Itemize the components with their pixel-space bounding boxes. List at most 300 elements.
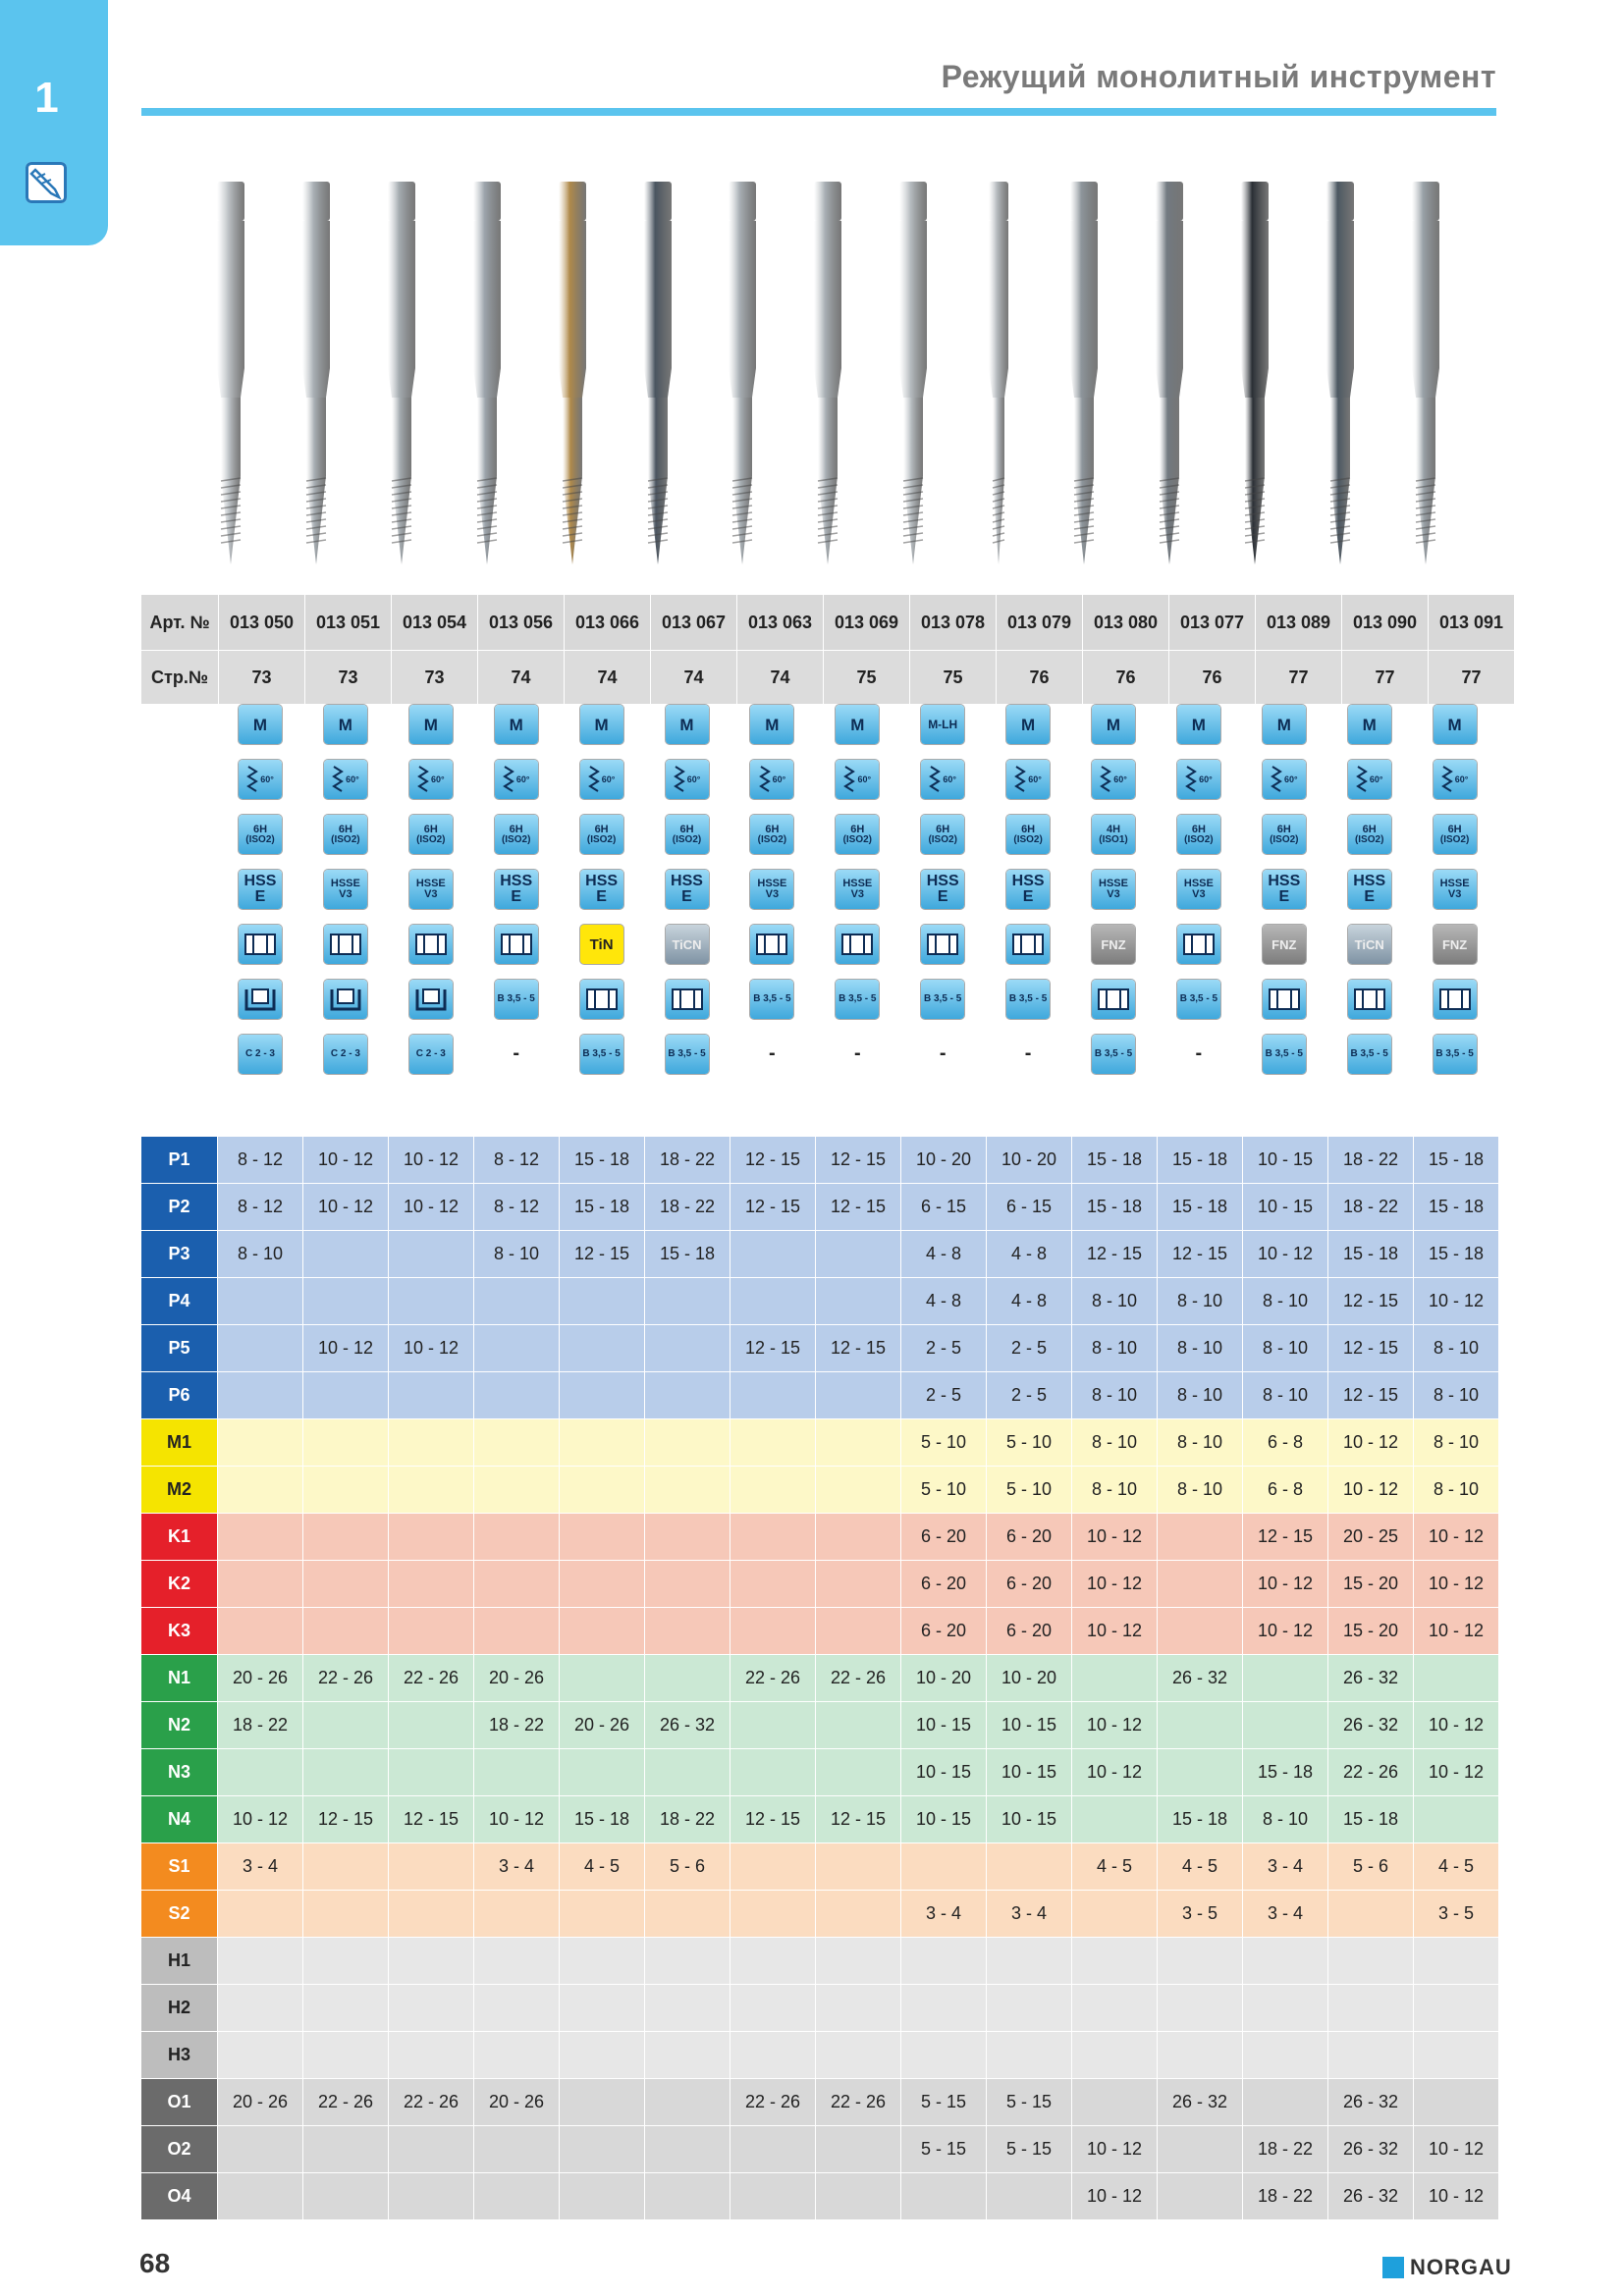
material-code: N4: [141, 1796, 218, 1843]
material-badge: [921, 870, 964, 909]
cutting-speed-cell: 10 - 12: [1414, 1561, 1499, 1608]
tolerance-badge: [1263, 815, 1306, 854]
cutting-speed-cell: 15 - 18: [560, 1796, 645, 1843]
cutting-speed-cell: 6 - 20: [901, 1514, 987, 1561]
material-row-o4: [141, 2173, 1499, 2220]
thread-angle: 60°: [686, 774, 701, 784]
tool-material: HSSE: [1183, 878, 1214, 889]
through-hole-icon: [1268, 987, 1301, 1012]
thread-badge: [666, 705, 709, 744]
cutting-speed-cell: 4 - 5: [1072, 1843, 1158, 1891]
cutting-speed-cell: 6 - 20: [987, 1608, 1072, 1655]
coating-badge: [1092, 925, 1135, 964]
through-hole-icon: [585, 987, 619, 1012]
article-label: Арт. №: [141, 595, 219, 651]
cutting-speed-cell: 10 - 12: [1072, 1608, 1158, 1655]
uncoated-icon: [926, 932, 959, 957]
cutting-speed-cell: [389, 1561, 474, 1608]
cutting-speed-cell: 6 - 15: [901, 1184, 987, 1231]
hole-form-badge: [1177, 980, 1220, 1019]
cutting-speed-cell: [1243, 1655, 1328, 1702]
cutting-speed-cell: [645, 1561, 730, 1608]
material-row-k2: [141, 1561, 1499, 1608]
tool-material: HSS: [500, 873, 533, 889]
chamfer-none: -: [769, 1042, 776, 1064]
tool-material-grade: E: [1022, 888, 1034, 905]
coating-type: TiCN: [672, 936, 702, 952]
cutting-speed-cell: 10 - 12: [1072, 1561, 1158, 1608]
cutting-speed-cell: [474, 1325, 560, 1372]
cutting-speed-cell: [1072, 1655, 1158, 1702]
cutting-speed-cell: 12 - 15: [1328, 1278, 1414, 1325]
cutting-speed-cell: 10 - 20: [987, 1137, 1072, 1184]
cutting-speed-cell: 12 - 15: [816, 1184, 901, 1231]
chamfer-form: B 3,5 - 5: [1179, 993, 1218, 1004]
cutting-speed-cell: 5 - 15: [987, 2079, 1072, 2126]
thread-angle: 60°: [1283, 774, 1298, 784]
tool-material-grade: E: [596, 888, 607, 905]
page-label: Стр.№: [141, 651, 219, 705]
coating-badge: [409, 925, 453, 964]
material-badge: [1092, 870, 1135, 909]
thread-angle: 60°: [1454, 774, 1469, 784]
coating-badge: [836, 925, 879, 964]
cutting-speed-cell: [730, 1419, 816, 1467]
chamfer-form: B 3,5 - 5: [753, 993, 791, 1004]
chamfer-badge: [1348, 1035, 1391, 1074]
material-code: H3: [141, 2032, 218, 2079]
cutting-speed-cell: [560, 1419, 645, 1467]
cutting-speed-cell: [1414, 2032, 1499, 2079]
thread-type: M: [850, 715, 865, 734]
catalog-page: 74: [565, 651, 651, 705]
cutting-speed-cell: 26 - 32: [1158, 1655, 1243, 1702]
tap-image: [445, 172, 529, 574]
cutting-speed-cell: [816, 1231, 901, 1278]
thread-type: M: [1276, 715, 1291, 734]
chamfer-form: B 3,5 - 5: [1350, 1048, 1388, 1059]
cutting-speed-cell: 18 - 22: [645, 1137, 730, 1184]
cutting-speed-cell: [645, 1938, 730, 1985]
hole-form-badge: [1006, 980, 1050, 1019]
thread-badge: [409, 705, 453, 744]
cutting-speed-cell: [645, 1985, 730, 2032]
cutting-speed-cell: 8 - 10: [1414, 1372, 1499, 1419]
cutting-speed-cell: [987, 1843, 1072, 1891]
angle-badge: [666, 760, 709, 799]
tool-material-grade: V3: [424, 888, 438, 900]
cutting-speed-cell: 5 - 6: [645, 1843, 730, 1891]
thread-type: M: [1021, 715, 1036, 734]
thread-type: M: [423, 715, 438, 734]
coating-badge: [324, 925, 367, 964]
thread-angle: 60°: [601, 774, 616, 784]
cutting-speed-cell: 8 - 10: [1158, 1419, 1243, 1467]
cutting-speed-cell: [218, 1608, 303, 1655]
cutting-speed-cell: 8 - 10: [1158, 1325, 1243, 1372]
cutting-speed-cell: [730, 1891, 816, 1938]
thread-badge: [1177, 705, 1220, 744]
cutting-speed-cell: [560, 1891, 645, 1938]
cutting-speed-cell: [218, 1985, 303, 2032]
cutting-speed-cell: 15 - 18: [1158, 1137, 1243, 1184]
cutting-speed-cell: 10 - 12: [389, 1184, 474, 1231]
logo-square-icon: [1382, 2257, 1404, 2278]
badge-row-coating: [141, 919, 1496, 974]
uncoated-icon: [329, 932, 362, 957]
cutting-speed-cell: [474, 2126, 560, 2173]
cutting-speed-cell: 3 - 4: [1243, 1843, 1328, 1891]
chamfer-form: B 3,5 - 5: [1094, 1048, 1133, 1059]
hole-form-badge: [921, 980, 964, 1019]
cutting-speed-cell: 18 - 22: [1243, 2173, 1328, 2220]
material-row-n3: [141, 1749, 1499, 1796]
cutting-speed-cell: 8 - 10: [1072, 1325, 1158, 1372]
material-code: P5: [141, 1325, 218, 1372]
spec-badges: [141, 699, 1496, 1084]
cutting-speed-cell: [389, 1467, 474, 1514]
cutting-speed-cell: 10 - 12: [1072, 1702, 1158, 1749]
tolerance-class: 6H: [594, 823, 609, 835]
material-badge: [495, 870, 538, 909]
angle-badge: [580, 760, 623, 799]
thread-angle: 60°: [943, 774, 956, 784]
badge-row-holeform: [141, 974, 1496, 1029]
tool-material: HSSE: [415, 878, 446, 889]
cutting-speed-cell: [901, 1938, 987, 1985]
material-code: P6: [141, 1372, 218, 1419]
article-number: 013 069: [824, 595, 910, 651]
coating-badge: [1434, 925, 1477, 964]
cutting-speed-table: [141, 1137, 1499, 2220]
thread-profile-icon: [1185, 765, 1199, 794]
tool-material: HSSE: [757, 878, 787, 889]
cutting-speed-cell: 15 - 18: [1158, 1796, 1243, 1843]
material-row-n2: [141, 1702, 1499, 1749]
hole-form-badge: [1263, 980, 1306, 1019]
cutting-speed-cell: 2 - 5: [901, 1372, 987, 1419]
cutting-speed-cell: 3 - 5: [1414, 1891, 1499, 1938]
cutting-speed-cell: [645, 1467, 730, 1514]
tolerance-iso: (ISO2): [331, 833, 360, 845]
coating-type: TiCN: [1354, 936, 1384, 952]
cutting-speed-cell: [218, 2173, 303, 2220]
chamfer-badge: [239, 1035, 282, 1074]
cutting-speed-cell: 4 - 5: [560, 1843, 645, 1891]
cutting-speed-cell: [816, 1419, 901, 1467]
cutting-speed-cell: [389, 1372, 474, 1419]
tolerance-iso: (ISO2): [586, 833, 617, 845]
material-badge: [836, 870, 879, 909]
badge-row-chamfer: [141, 1029, 1496, 1084]
tolerance-iso: (ISO2): [1354, 833, 1384, 845]
cutting-speed-cell: 4 - 8: [987, 1231, 1072, 1278]
cutting-speed-cell: 12 - 15: [730, 1325, 816, 1372]
thread-badge: [495, 705, 538, 744]
through-hole-icon: [1438, 987, 1472, 1012]
cutting-speed-cell: 12 - 15: [730, 1796, 816, 1843]
cutting-speed-cell: 10 - 12: [1072, 2126, 1158, 2173]
thread-badge: [580, 705, 623, 744]
cutting-speed-cell: [474, 1608, 560, 1655]
cutting-speed-cell: [816, 1608, 901, 1655]
tool-material: HSSE: [1099, 878, 1128, 889]
through-hole-icon: [1353, 987, 1386, 1012]
cutting-speed-cell: 22 - 26: [816, 2079, 901, 2126]
angle-badge: [495, 760, 538, 799]
thread-profile-icon: [588, 765, 602, 794]
cutting-speed-cell: 3 - 4: [218, 1843, 303, 1891]
material-row-o1: [141, 2079, 1499, 2126]
cutting-speed-cell: [730, 1467, 816, 1514]
material-badge: [1177, 870, 1220, 909]
cutting-speed-cell: [303, 2032, 389, 2079]
article-number: 013 056: [478, 595, 565, 651]
page-row: [141, 651, 1515, 705]
cutting-speed-cell: 10 - 12: [389, 1137, 474, 1184]
cutting-speed-cell: 5 - 15: [901, 2079, 987, 2126]
tool-images: [141, 162, 1496, 574]
material-row-h2: [141, 1985, 1499, 2032]
tap-image: [871, 172, 955, 574]
tolerance-class: 6H: [679, 823, 694, 835]
article-number: 013 054: [392, 595, 478, 651]
through-hole-icon: [1097, 987, 1130, 1012]
cutting-speed-cell: 12 - 15: [1328, 1325, 1414, 1372]
tool-material: HSSE: [842, 878, 873, 889]
tool-material: HSS: [243, 873, 277, 889]
cutting-speed-cell: [730, 1749, 816, 1796]
coating-badge: [495, 925, 538, 964]
cutting-speed-cell: [1328, 1985, 1414, 2032]
cutting-speed-cell: [816, 1278, 901, 1325]
cutting-speed-cell: [816, 1467, 901, 1514]
cutting-speed-cell: 26 - 32: [1158, 2079, 1243, 2126]
material-row-o2: [141, 2126, 1499, 2173]
cutting-speed-cell: [474, 2032, 560, 2079]
cutting-speed-cell: 10 - 20: [901, 1137, 987, 1184]
cutting-speed-cell: 10 - 12: [1414, 2173, 1499, 2220]
angle-badge: [1263, 760, 1306, 799]
cutting-speed-cell: [303, 1985, 389, 2032]
chamfer-form: B 3,5 - 5: [1265, 1048, 1303, 1059]
tap-image: [785, 172, 870, 574]
cutting-speed-cell: 8 - 10: [1072, 1467, 1158, 1514]
chamfer-badge: [580, 1035, 623, 1074]
cutting-speed-cell: [303, 1561, 389, 1608]
cutting-speed-cell: 5 - 10: [901, 1467, 987, 1514]
tolerance-class: 4H: [1106, 823, 1121, 835]
coating-badge: [1006, 925, 1050, 964]
cutting-speed-cell: 10 - 12: [474, 1796, 560, 1843]
tool-material: HSSE: [1439, 878, 1470, 889]
article-number: 013 091: [1429, 595, 1515, 651]
chamfer-none: -: [1024, 1042, 1032, 1064]
cutting-speed-cell: 10 - 12: [1414, 1514, 1499, 1561]
material-code: P3: [141, 1231, 218, 1278]
cutting-speed-cell: [645, 1372, 730, 1419]
angle-badge: [239, 760, 282, 799]
tolerance-badge: [409, 815, 453, 854]
cutting-speed-cell: [816, 2173, 901, 2220]
material-badge: [1263, 870, 1306, 909]
cutting-speed-cell: [474, 1419, 560, 1467]
cutting-speed-cell: 5 - 6: [1328, 1843, 1414, 1891]
material-code: S1: [141, 1843, 218, 1891]
cutting-speed-cell: 8 - 10: [1243, 1278, 1328, 1325]
hole-form-badge: [1434, 980, 1477, 1019]
cutting-speed-cell: 15 - 18: [1072, 1184, 1158, 1231]
cutting-speed-cell: 18 - 22: [474, 1702, 560, 1749]
catalog-page: 74: [737, 651, 824, 705]
material-code: H2: [141, 1985, 218, 2032]
cutting-speed-cell: [1158, 2032, 1243, 2079]
article-number: 013 078: [910, 595, 997, 651]
coating-badge: [1177, 925, 1220, 964]
cutting-speed-cell: [730, 1938, 816, 1985]
uncoated-icon: [840, 932, 874, 957]
cutting-speed-cell: 12 - 15: [816, 1137, 901, 1184]
article-number: 013 077: [1169, 595, 1256, 651]
cutting-speed-cell: 3 - 4: [474, 1843, 560, 1891]
cutting-speed-cell: [730, 2126, 816, 2173]
angle-badge: [1434, 760, 1477, 799]
cutting-speed-cell: [1158, 1985, 1243, 2032]
tool-material: HSSE: [330, 878, 360, 889]
cutting-speed-cell: 18 - 22: [1328, 1184, 1414, 1231]
tolerance-class: 6H: [252, 823, 268, 835]
cutting-speed-cell: [218, 1749, 303, 1796]
blind-hole-icon: [329, 987, 362, 1012]
cutting-speed-cell: 6 - 20: [987, 1514, 1072, 1561]
cutting-speed-cell: [218, 1419, 303, 1467]
thread-badge: [1434, 705, 1477, 744]
tap-image: [189, 172, 273, 574]
cutting-speed-cell: [730, 2173, 816, 2220]
cutting-speed-cell: 12 - 15: [816, 1325, 901, 1372]
cutting-speed-cell: [1158, 2126, 1243, 2173]
cutting-speed-cell: [1414, 1985, 1499, 2032]
cutting-speed-cell: 8 - 10: [1243, 1372, 1328, 1419]
coating-badge: [1263, 925, 1306, 964]
thread-profile-icon: [1014, 765, 1028, 794]
material-row-n4: [141, 1796, 1499, 1843]
cutting-speed-cell: 8 - 10: [1158, 1467, 1243, 1514]
cutting-speed-cell: 15 - 18: [1072, 1137, 1158, 1184]
cutting-speed-cell: [218, 1561, 303, 1608]
cutting-speed-cell: 15 - 18: [1414, 1231, 1499, 1278]
chamfer-badge: [1263, 1035, 1306, 1074]
cutting-speed-cell: [1158, 1749, 1243, 1796]
cutting-speed-cell: 5 - 10: [987, 1419, 1072, 1467]
cutting-speed-cell: 8 - 10: [1414, 1467, 1499, 1514]
cutting-speed-cell: 8 - 10: [1414, 1419, 1499, 1467]
cutting-speed-cell: [730, 1278, 816, 1325]
material-row-h3: [141, 2032, 1499, 2079]
thread-angle: 60°: [1369, 774, 1383, 784]
cutting-speed-cell: 15 - 20: [1328, 1561, 1414, 1608]
coating-badge: [921, 925, 964, 964]
cutting-speed-cell: 20 - 26: [474, 2079, 560, 2126]
cutting-speed-cell: [1243, 1938, 1328, 1985]
cutting-speed-cell: 8 - 10: [1158, 1278, 1243, 1325]
tolerance-badge: [580, 815, 623, 854]
cutting-speed-cell: 10 - 12: [218, 1796, 303, 1843]
cutting-speed-cell: [645, 1608, 730, 1655]
cutting-speed-cell: 5 - 15: [987, 2126, 1072, 2173]
tool-material-grade: E: [254, 888, 266, 905]
cutting-speed-cell: 20 - 26: [218, 2079, 303, 2126]
tolerance-badge: [666, 815, 709, 854]
uncoated-icon: [500, 932, 533, 957]
tolerance-class: 6H: [1191, 823, 1206, 835]
chamfer-form: B 3,5 - 5: [1435, 1048, 1474, 1059]
uncoated-icon: [1011, 932, 1045, 957]
angle-badge: [921, 760, 964, 799]
cutting-speed-cell: 10 - 12: [1072, 1749, 1158, 1796]
cutting-speed-cell: 4 - 8: [987, 1278, 1072, 1325]
material-row-p1: [141, 1137, 1499, 1184]
chamfer-form: C 2 - 3: [415, 1048, 446, 1059]
cutting-speed-cell: 2 - 5: [987, 1372, 1072, 1419]
material-code: O1: [141, 2079, 218, 2126]
chamfer-none: -: [513, 1042, 520, 1064]
cutting-speed-cell: 26 - 32: [645, 1702, 730, 1749]
cutting-speed-cell: [816, 1561, 901, 1608]
cutting-speed-cell: 6 - 8: [1243, 1419, 1328, 1467]
cutting-speed-cell: 12 - 15: [1243, 1514, 1328, 1561]
cutting-speed-cell: 5 - 15: [901, 2126, 987, 2173]
cutting-speed-cell: [303, 1608, 389, 1655]
catalog-page: 77: [1429, 651, 1515, 705]
coating-badge: [239, 925, 282, 964]
cutting-speed-cell: [645, 2173, 730, 2220]
thread-angle: 60°: [1113, 774, 1127, 784]
tool-material-grade: E: [681, 888, 692, 905]
cutting-speed-cell: 3 - 5: [1158, 1891, 1243, 1938]
chamfer-badge: [409, 1035, 453, 1074]
angle-badge: [836, 760, 879, 799]
cutting-speed-cell: [730, 1514, 816, 1561]
thread-badge: [1348, 705, 1391, 744]
hole-form-badge: [1348, 980, 1391, 1019]
cutting-speed-cell: [218, 1514, 303, 1561]
tap-image: [274, 172, 358, 574]
tolerance-iso: (ISO2): [245, 833, 275, 845]
cutting-speed-cell: 5 - 10: [987, 1467, 1072, 1514]
hole-form-badge: [495, 980, 538, 1019]
badge-row-tolerance: [141, 809, 1496, 864]
cutting-speed-cell: [474, 1514, 560, 1561]
catalog-page: 76: [997, 651, 1083, 705]
cutting-speed-cell: [1328, 2032, 1414, 2079]
chamfer-none: -: [853, 1042, 861, 1064]
cutting-speed-cell: 26 - 32: [1328, 1655, 1414, 1702]
thread-type: M: [1362, 715, 1377, 734]
tap-image: [530, 172, 615, 574]
cutting-speed-cell: [218, 2032, 303, 2079]
thread-angle: 60°: [515, 774, 530, 784]
brand-name: NORGAU: [1410, 2255, 1512, 2279]
tolerance-class: 6H: [1021, 823, 1036, 835]
cutting-speed-cell: [1158, 1514, 1243, 1561]
cutting-speed-cell: [389, 1702, 474, 1749]
cutting-speed-cell: [560, 1278, 645, 1325]
cutting-speed-cell: 6 - 20: [901, 1561, 987, 1608]
angle-badge: [1092, 760, 1135, 799]
material-badge: [580, 870, 623, 909]
cutting-speed-cell: [730, 1702, 816, 1749]
